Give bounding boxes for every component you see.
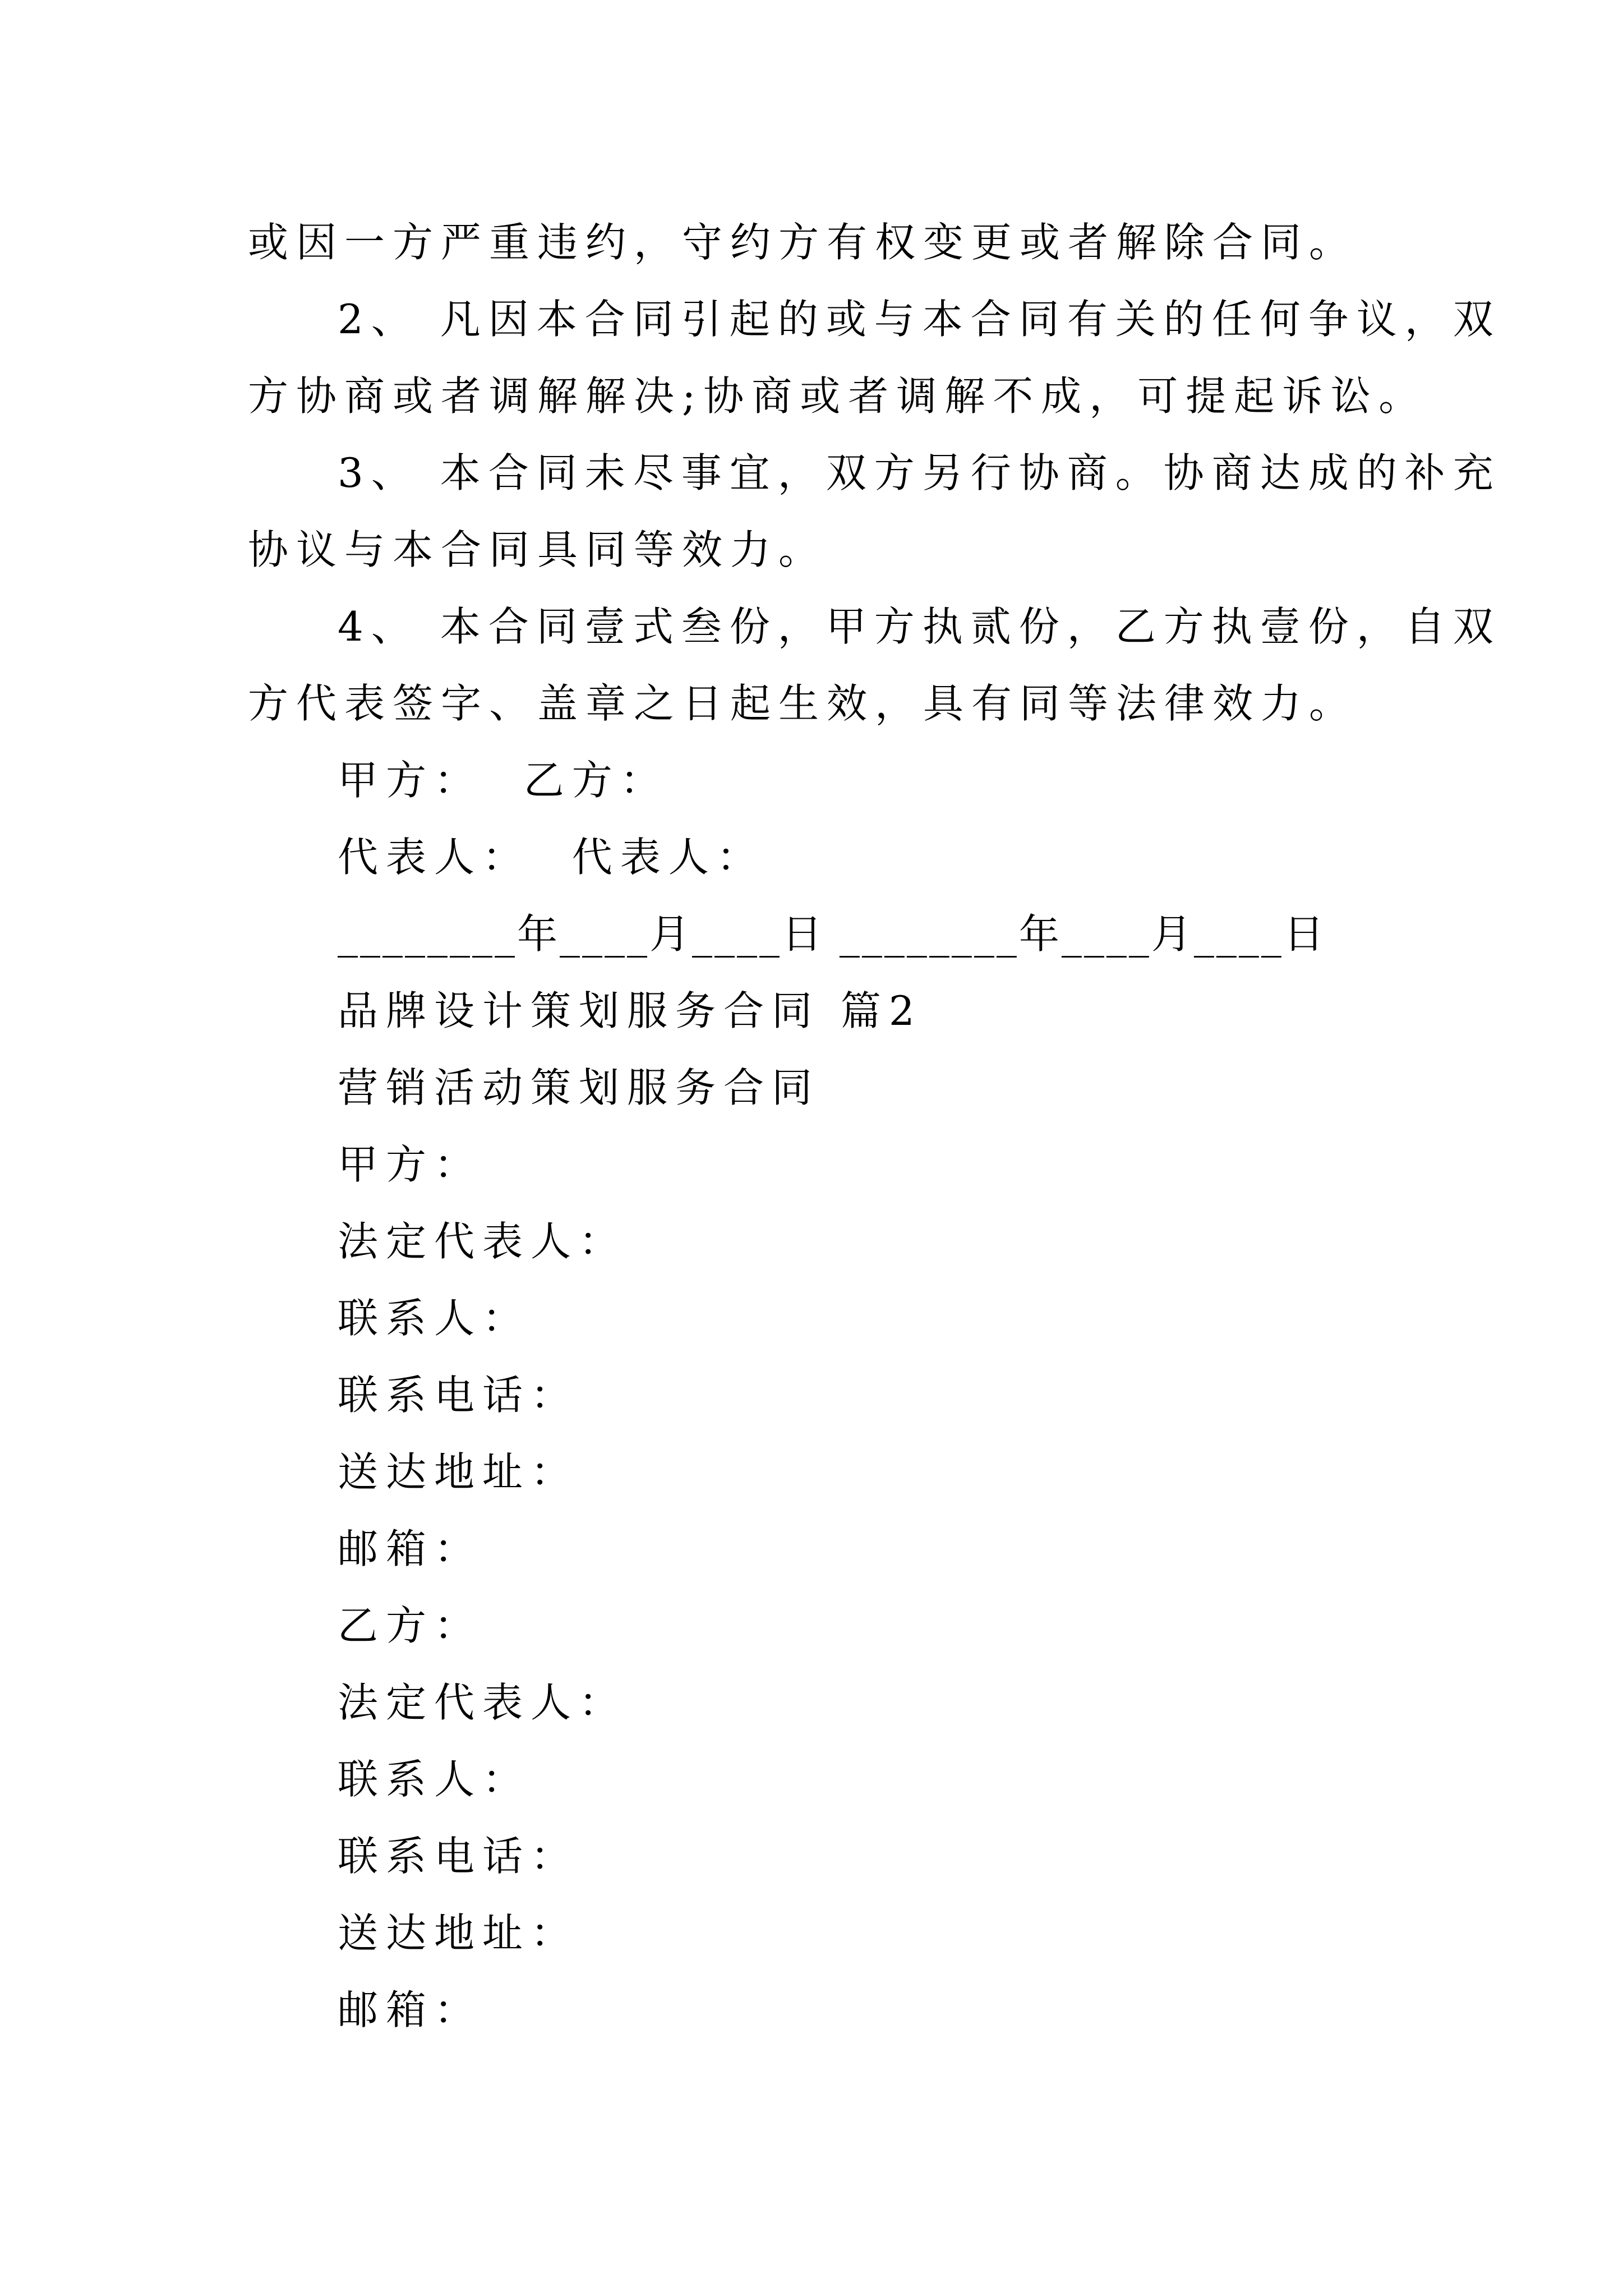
party-a-label: 甲方： bbox=[338, 1141, 483, 1188]
party-a-email: 邮箱： bbox=[338, 1525, 483, 1572]
party-b-phone: 联系电话： bbox=[338, 1833, 579, 1880]
clause-3-line-2: 协议与本合同具同等效力。 bbox=[248, 526, 827, 573]
clause-4-line-2: 方代表签字、盖章之日起生效，具有同等法律效力。 bbox=[248, 680, 1358, 727]
contract-title: 营销活动策划服务合同 bbox=[338, 1064, 820, 1111]
document-body bbox=[248, 204, 1501, 2049]
party-a-address: 送达地址： bbox=[338, 1448, 579, 1496]
party-a-contact: 联系人： bbox=[338, 1295, 531, 1342]
party-b-legal-rep: 法定代表人： bbox=[338, 1679, 628, 1726]
clause-1-continuation: 或因一方严重违约，守约方有权变更或者解除合同。 bbox=[248, 219, 1358, 266]
party-a-legal-rep: 法定代表人： bbox=[338, 1218, 628, 1265]
party-b-email: 邮箱： bbox=[338, 1986, 483, 2033]
signature-dates: ________年____月____日 ________年____月____日 bbox=[338, 910, 1326, 958]
party-a-phone: 联系电话： bbox=[338, 1372, 579, 1419]
section-heading: 品牌设计策划服务合同 篇2 bbox=[338, 987, 923, 1034]
clause-3-line-1: 3、 本合同未尽事宜，双方另行协商。协商达成的补充 bbox=[338, 449, 1501, 496]
clause-2-line-2: 方协商或者调解解决;协商或者调解不成，可提起诉讼。 bbox=[248, 372, 1427, 420]
party-b-contact: 联系人： bbox=[338, 1756, 531, 1803]
signature-representatives: 代表人： 代表人： bbox=[338, 834, 765, 881]
party-b-label: 乙方： bbox=[338, 1602, 483, 1649]
clause-4-line-1: 4、 本合同壹式叁份，甲方执贰份，乙方执壹份，自双 bbox=[338, 603, 1501, 650]
clause-2-line-1: 2、 凡因本合同引起的或与本合同有关的任何争议，双 bbox=[338, 296, 1501, 343]
signature-parties: 甲方： 乙方： bbox=[338, 757, 668, 804]
party-b-address: 送达地址： bbox=[338, 1910, 579, 1957]
